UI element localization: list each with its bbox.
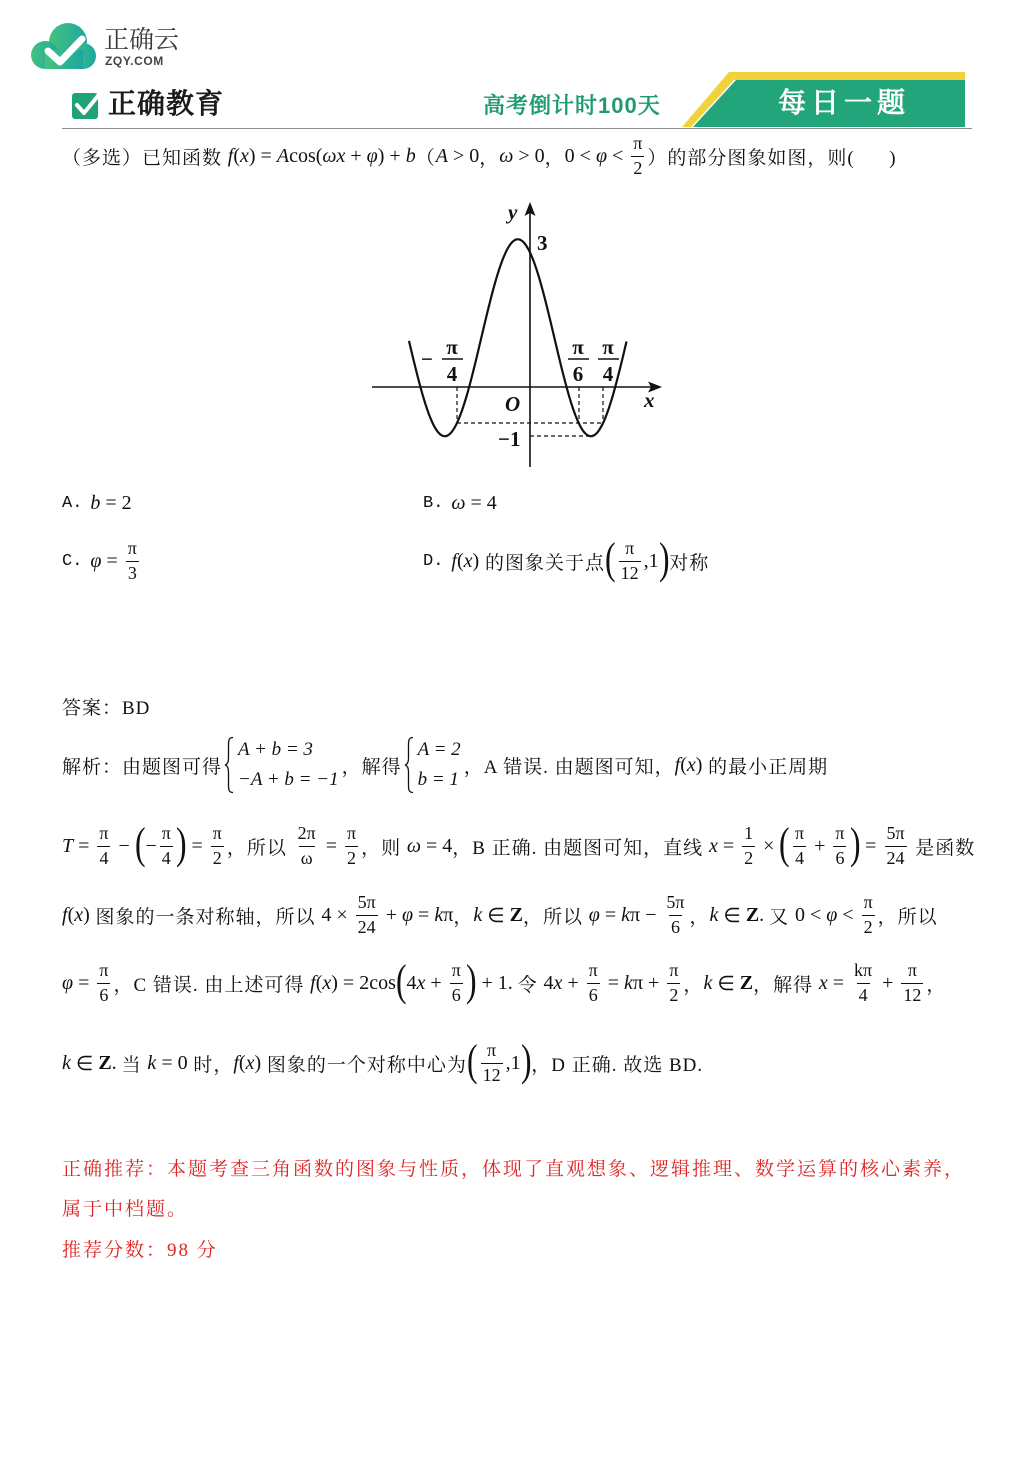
option-b — [423, 471, 497, 535]
fraction-numerator: π — [795, 823, 805, 844]
math-roman: 4 — [406, 971, 417, 994]
math-roman: 0 < — [564, 144, 596, 167]
text-run: 又 — [769, 906, 795, 928]
option-content — [90, 492, 131, 515]
text-run: 当 — [121, 1054, 148, 1076]
math-roman: π + — [632, 971, 665, 994]
option-label: A. — [62, 493, 83, 513]
math-roman: . — [759, 903, 770, 926]
fraction-numerator: π — [127, 538, 137, 559]
math-roman: < — [837, 903, 859, 926]
answer-line — [62, 674, 150, 738]
text-run: （多选）已知函数 — [62, 147, 228, 169]
fraction-denominator: 2 — [347, 847, 357, 868]
tick-denominator: 6 — [572, 362, 584, 386]
fraction — [296, 823, 318, 868]
recommendation-score — [62, 1216, 218, 1280]
text-run: （ — [415, 147, 436, 169]
fraction-denominator: 3 — [127, 562, 137, 583]
equation-system — [404, 735, 461, 795]
math-italic: f — [451, 549, 457, 572]
fraction — [793, 823, 806, 868]
math-italic: φ — [826, 903, 838, 926]
math-italic: k — [624, 971, 633, 994]
fraction — [664, 892, 686, 937]
math-italic: ω — [406, 834, 421, 857]
math-italic: φ — [90, 549, 102, 572]
math-italic: φ — [62, 971, 74, 994]
math-italic: φ — [588, 903, 600, 926]
big-paren: ( — [395, 956, 407, 1005]
fraction-denominator: 2 — [212, 847, 222, 868]
math-roman: ) — [472, 549, 480, 572]
text-run: ， — [453, 906, 474, 928]
x-axis-label: x — [644, 388, 655, 412]
math-roman: + — [877, 971, 899, 994]
fraction-denominator: 6 — [99, 984, 109, 1005]
math-roman: = 4 — [465, 491, 497, 514]
text-run: ， — [926, 974, 947, 996]
fraction-numerator: π — [212, 823, 222, 844]
math-roman: = — [602, 971, 625, 994]
fraction-denominator: 4 — [795, 847, 805, 868]
math-italic: x — [463, 549, 473, 572]
math-italic: f — [674, 753, 681, 776]
fraction — [345, 823, 358, 868]
math-italic: T — [62, 834, 74, 857]
fraction-denominator: 2 — [633, 157, 643, 178]
text-run: ，所以 — [523, 906, 589, 928]
fraction-numerator: 5π — [357, 892, 376, 913]
fraction — [631, 133, 644, 178]
math-italic: φ — [401, 903, 414, 926]
fraction — [587, 960, 600, 1005]
fraction — [211, 823, 224, 868]
math-roman: ∈ — [70, 1052, 99, 1075]
math-roman: = — [320, 834, 342, 857]
logo-name: 正确云 — [104, 26, 180, 54]
big-paren: ( — [466, 1036, 478, 1085]
fraction — [160, 823, 173, 868]
banner-title: 每日一题 — [778, 87, 911, 118]
min-value-label: −1 — [498, 427, 521, 451]
math-roman: + — [809, 834, 831, 857]
fraction-numerator: π — [633, 133, 643, 154]
math-italic: k — [709, 903, 719, 926]
fraction-denominator: 24 — [357, 916, 376, 937]
equation-system — [224, 735, 339, 795]
tick-sign: − — [421, 347, 433, 371]
text-run: ，则 — [361, 837, 407, 859]
logo-domain: ZQY.COM — [105, 54, 164, 68]
fraction-denominator: 12 — [482, 1064, 501, 1085]
math-roman: ∈ — [482, 904, 510, 927]
text-run: ，所以 — [877, 906, 938, 928]
math-italic: x — [686, 753, 696, 776]
math-italic: ω — [451, 491, 466, 514]
math-italic: k — [473, 903, 483, 926]
math-italic: k — [147, 1051, 157, 1074]
math-roman: ∈ — [712, 972, 740, 995]
fraction-denominator: 6 — [588, 984, 598, 1005]
math-roman: − — [145, 834, 157, 857]
fraction-numerator: 2π — [297, 823, 316, 844]
fraction-denominator: 6 — [451, 984, 461, 1005]
text-run: 图象的一条对称轴，所以 — [89, 906, 322, 928]
math-italic: x — [553, 971, 563, 994]
analysis-line-3 — [62, 883, 938, 947]
math-italic: ω — [499, 144, 514, 167]
fraction — [833, 823, 846, 868]
text-run: 时， — [187, 1054, 234, 1076]
math-roman: cos( — [289, 144, 323, 167]
fraction — [901, 960, 923, 1005]
fraction-numerator: 5π — [886, 823, 905, 844]
equation-row: A + b = 3 — [238, 739, 313, 760]
math-italic: φ — [595, 144, 608, 167]
fraction — [619, 538, 641, 583]
math-bold: Z — [509, 903, 523, 926]
math-roman: ) = — [248, 144, 277, 167]
fraction-denominator: 2 — [669, 984, 679, 1005]
math-italic: x — [416, 971, 426, 994]
fraction — [667, 960, 680, 1005]
text-run: 是函数 — [909, 837, 976, 859]
option-a — [62, 471, 132, 535]
math-italic: x — [245, 1051, 255, 1074]
math-roman: + 1. — [476, 971, 518, 994]
y-axis-label: y — [508, 200, 518, 224]
recommendation-line-1 — [62, 1135, 965, 1199]
math-roman: 0 < — [794, 903, 827, 926]
tick-numerator: π — [572, 335, 584, 359]
equation-row: A = 2 — [417, 739, 461, 760]
fraction — [481, 1040, 503, 1085]
fraction-denominator: 2 — [744, 847, 754, 868]
text-run: 图象的一个对称中心为 — [261, 1054, 467, 1076]
math-roman: ) — [254, 1051, 262, 1074]
option-label: B. — [423, 493, 444, 513]
math-roman: ( — [315, 971, 323, 994]
math-roman: < — [607, 144, 629, 167]
fraction-denominator: 24 — [886, 847, 905, 868]
math-roman: ( — [456, 549, 464, 572]
math-roman: ( — [238, 1051, 246, 1074]
math-roman: = — [717, 834, 740, 857]
tick-numerator: π — [602, 335, 614, 359]
math-roman: 4 — [543, 971, 554, 994]
math-roman: = — [860, 834, 882, 857]
big-paren: ( — [134, 819, 146, 868]
math-italic: f — [227, 144, 234, 167]
math-roman: ) — [83, 903, 90, 926]
math-italic: x — [708, 834, 718, 857]
math-roman: + — [562, 971, 584, 994]
option-content — [90, 538, 141, 583]
text-run: ，解得 — [753, 974, 819, 996]
answer-text: 答案：BD — [62, 697, 151, 719]
math-roman: = 4 — [420, 834, 453, 857]
math-roman: + — [345, 144, 367, 167]
math-roman: = — [101, 549, 123, 572]
fraction-numerator: π — [835, 823, 845, 844]
function-graph — [360, 195, 670, 475]
analysis-line-1 — [62, 733, 828, 797]
cases-brace-icon — [224, 736, 235, 794]
fraction — [742, 823, 755, 868]
math-roman: = — [186, 834, 208, 857]
text-run: ，所以 — [226, 837, 293, 859]
checkbox-icon — [68, 86, 106, 124]
math-roman: = — [73, 834, 95, 857]
cloud-logo-icon — [28, 20, 100, 76]
math-roman: π — [443, 903, 454, 926]
math-italic: f — [233, 1051, 239, 1074]
countdown-text: 高考倒计时100天 — [483, 93, 661, 118]
fraction-numerator: 5π — [666, 892, 685, 913]
math-roman: × — [758, 834, 780, 857]
math-bold: Z — [739, 971, 754, 994]
text-run: ，解得 — [341, 756, 402, 778]
option-label: D. — [423, 551, 444, 571]
math-roman: ) — [695, 753, 703, 776]
math-roman: + — [380, 903, 402, 926]
math-roman: = — [413, 903, 435, 926]
score-text: 推荐分数：98 分 — [62, 1239, 218, 1261]
math-italic: k — [621, 903, 631, 926]
max-value-label: 3 — [537, 231, 548, 255]
math-italic: k — [434, 903, 444, 926]
recommendation-text: 属于中档题。 — [62, 1198, 189, 1220]
fraction-numerator: kπ — [854, 960, 873, 981]
big-paren: ( — [605, 534, 616, 583]
option-label: C. — [62, 551, 83, 571]
math-roman: = 0 — [156, 1051, 188, 1074]
option-content — [451, 492, 496, 515]
fraction-denominator: 4 — [99, 847, 109, 868]
text-run: 的图象关于点 — [479, 552, 605, 574]
recommendation-text: 正确推荐：本题考查三角函数的图象与性质，体现了直观想象、逻辑推理、数学运算的核心素养， — [62, 1158, 966, 1180]
fraction-numerator: π — [907, 960, 917, 981]
math-roman: ,1 — [505, 1051, 521, 1074]
fraction — [126, 538, 139, 583]
fraction-denominator: 12 — [620, 562, 639, 583]
fraction — [450, 960, 463, 1005]
text-run: 令 — [517, 974, 544, 996]
tick-denominator: 4 — [446, 362, 458, 386]
math-roman: = — [599, 903, 622, 926]
math-italic: φ — [366, 144, 378, 167]
equation-rows — [418, 735, 461, 795]
math-roman: ( — [680, 753, 687, 776]
fraction-numerator: π — [487, 1040, 497, 1061]
big-paren: ( — [779, 819, 790, 868]
math-italic: x — [322, 971, 332, 994]
text-run: ）的部分图象如图，则( ) — [647, 147, 897, 169]
fraction-denominator: 4 — [858, 984, 868, 1005]
analysis-line-2 — [62, 814, 975, 878]
origin-label: O — [505, 392, 521, 416]
fraction-numerator: π — [588, 960, 598, 981]
fraction-numerator: π — [451, 960, 461, 981]
fraction — [97, 960, 110, 1005]
math-italic: b — [405, 144, 416, 167]
math-roman: ) + — [377, 144, 406, 167]
brand-title: 正确教育 — [108, 88, 225, 119]
math-roman: ) = 2cos — [331, 971, 396, 994]
math-roman: ∈ — [718, 904, 746, 927]
text-run: 解析：由题图可得 — [62, 756, 223, 778]
fraction-numerator: π — [161, 823, 171, 844]
math-roman: = — [73, 971, 95, 994]
math-roman: ( — [233, 144, 240, 167]
question-stem — [62, 124, 897, 188]
fraction-numerator: π — [669, 960, 679, 981]
fraction-denominator: ω — [300, 847, 313, 868]
math-italic: f — [62, 903, 68, 926]
fraction-denominator: 6 — [670, 916, 680, 937]
math-italic: b — [90, 491, 101, 514]
math-roman: ( — [67, 903, 75, 926]
math-bold: Z — [745, 903, 760, 926]
cases-brace-icon — [404, 736, 415, 794]
text-run: ，C 错误. 由上述可得 — [113, 974, 311, 996]
fraction — [97, 823, 110, 868]
math-bold: Z — [98, 1051, 112, 1074]
analysis-line-5 — [62, 1031, 703, 1095]
text-run: ， — [479, 147, 500, 169]
text-run: ，D 正确. 故选 BD. — [531, 1054, 704, 1076]
math-italic: x — [818, 971, 828, 994]
math-italic: x — [74, 903, 84, 926]
math-roman: > 0 — [447, 144, 480, 167]
math-italic: k — [703, 971, 713, 994]
text-run: 对称 — [669, 552, 710, 574]
tick-denominator: 4 — [602, 362, 614, 386]
fraction-numerator: 1 — [744, 823, 754, 844]
fraction-denominator: 6 — [835, 847, 845, 868]
math-roman: ,1 — [643, 549, 659, 572]
math-italic: A — [276, 144, 290, 167]
big-paren: ) — [175, 819, 187, 868]
math-roman: π − — [630, 903, 662, 926]
math-roman: − — [113, 834, 135, 857]
math-roman: = 2 — [100, 491, 132, 514]
big-paren: ) — [520, 1036, 532, 1085]
equation-row: −A + b = −1 — [238, 769, 339, 790]
fraction-denominator: 4 — [161, 847, 171, 868]
fraction-denominator: 2 — [863, 916, 873, 937]
fraction — [884, 823, 906, 868]
fraction-denominator: 12 — [903, 984, 922, 1005]
text-run: 的最小正周期 — [702, 756, 829, 778]
fraction-numerator: π — [346, 823, 357, 844]
text-run: ，B 正确. 由题图可知，直线 — [452, 837, 709, 859]
tick-numerator: π — [446, 335, 458, 359]
math-italic: x — [240, 144, 249, 167]
option-c — [62, 529, 142, 593]
text-run: ， — [544, 147, 565, 169]
text-run: ， — [689, 906, 710, 928]
math-roman: + — [425, 971, 447, 994]
fraction — [356, 892, 378, 937]
math-roman: = — [827, 971, 850, 994]
math-italic: f — [310, 971, 316, 994]
fraction-numerator: π — [99, 823, 109, 844]
fraction-numerator: π — [625, 538, 635, 559]
text-run: ，A 错误. 由题图可知， — [463, 756, 675, 778]
big-paren: ) — [658, 534, 670, 583]
math-italic: A — [435, 144, 448, 167]
math-italic: k — [62, 1051, 71, 1074]
math-roman: . — [111, 1051, 122, 1074]
big-paren: ) — [849, 819, 861, 868]
text-run: ， — [683, 974, 704, 996]
big-paren: ) — [465, 956, 477, 1005]
fraction-numerator: π — [863, 892, 873, 913]
math-roman: 4 × — [321, 903, 353, 926]
fraction — [862, 892, 875, 937]
option-d — [423, 529, 709, 593]
math-italic: ωx — [322, 144, 346, 167]
fraction-numerator: π — [99, 960, 109, 981]
fraction — [852, 960, 874, 1005]
math-roman: > 0 — [513, 144, 545, 167]
option-content — [451, 534, 710, 583]
equation-row: b = 1 — [417, 769, 459, 790]
equation-rows — [238, 735, 339, 795]
analysis-line-4 — [62, 951, 946, 1015]
